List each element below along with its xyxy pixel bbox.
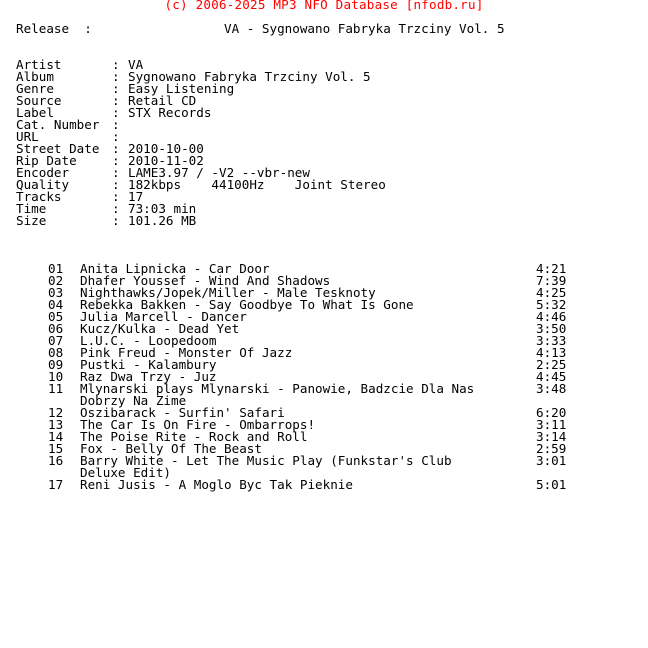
meta-colon: : bbox=[112, 201, 120, 216]
track-duration: 4:25 bbox=[536, 285, 567, 300]
track-number: 08 bbox=[48, 345, 64, 360]
release-label: Release : bbox=[16, 21, 92, 36]
meta-value: Easy Listening bbox=[128, 81, 235, 96]
track-number: 06 bbox=[48, 321, 64, 336]
track-title: Barry White - Let The Music Play (Funkstar's Club bbox=[80, 453, 452, 468]
track-number: 01 bbox=[48, 261, 64, 276]
track-number: 13 bbox=[48, 417, 64, 432]
meta-key: Label bbox=[16, 105, 54, 120]
meta-key: Source bbox=[16, 93, 62, 108]
meta-colon: : bbox=[112, 117, 120, 132]
track-number: 04 bbox=[48, 297, 64, 312]
meta-colon: : bbox=[112, 105, 120, 120]
meta-key: Encoder bbox=[16, 165, 70, 180]
track-duration: 5:01 bbox=[536, 477, 567, 492]
track-title: Dhafer Youssef - Wind And Shadows bbox=[80, 273, 331, 288]
meta-colon: : bbox=[112, 69, 120, 84]
meta-colon: : bbox=[112, 177, 120, 192]
track-duration: 4:45 bbox=[536, 369, 567, 384]
meta-value: Retail CD bbox=[128, 93, 197, 108]
meta-colon: : bbox=[112, 189, 120, 204]
meta-value: 73:03 min bbox=[128, 201, 197, 216]
track-duration: 3:11 bbox=[536, 417, 567, 432]
track-duration: 4:21 bbox=[536, 261, 567, 276]
track-title: Pustki - Kalambury bbox=[80, 357, 217, 372]
track-title: Raz Dwa Trzy - Juz bbox=[80, 369, 217, 384]
track-duration: 4:46 bbox=[536, 309, 567, 324]
meta-colon: : bbox=[112, 129, 120, 144]
meta-colon: : bbox=[112, 93, 120, 108]
track-number: 15 bbox=[48, 441, 64, 456]
release-value: VA - Sygnowano Fabryka Trzciny Vol. 5 bbox=[224, 21, 505, 36]
meta-value: VA bbox=[128, 57, 144, 72]
meta-key: Tracks bbox=[16, 189, 62, 204]
track-title: Reni Jusis - A Moglo Byc Tak Pieknie bbox=[80, 477, 353, 492]
track-duration: 5:32 bbox=[536, 297, 567, 312]
track-duration: 4:13 bbox=[536, 345, 567, 360]
meta-colon: : bbox=[112, 57, 120, 72]
meta-key: Genre bbox=[16, 81, 54, 96]
track-number: 10 bbox=[48, 369, 64, 384]
meta-value: Sygnowano Fabryka Trzciny Vol. 5 bbox=[128, 69, 371, 84]
meta-key: Time bbox=[16, 201, 47, 216]
meta-value: 2010-11-02 bbox=[128, 153, 204, 168]
track-title: Oszibarack - Surfin' Safari bbox=[80, 405, 285, 420]
track-title: Anita Lipnicka - Car Door bbox=[80, 261, 270, 276]
track-number: 14 bbox=[48, 429, 64, 444]
track-title-continuation: Dobrzy Na Zime bbox=[80, 393, 187, 408]
track-title: Pink Freud - Monster Of Jazz bbox=[80, 345, 293, 360]
meta-value: 17 bbox=[128, 189, 144, 204]
meta-key: Size bbox=[16, 213, 47, 228]
meta-value: 101.26 MB bbox=[128, 213, 197, 228]
meta-colon: : bbox=[112, 213, 120, 228]
meta-key: Cat. Number bbox=[16, 117, 100, 132]
track-title: Julia Marcell - Dancer bbox=[80, 309, 247, 324]
track-number: 07 bbox=[48, 333, 64, 348]
meta-value: 2010-10-00 bbox=[128, 141, 204, 156]
track-duration: 7:39 bbox=[536, 273, 567, 288]
meta-key: Rip Date bbox=[16, 153, 77, 168]
track-number: 05 bbox=[48, 309, 64, 324]
track-duration: 6:20 bbox=[536, 405, 567, 420]
track-duration: 3:33 bbox=[536, 333, 567, 348]
track-duration: 2:59 bbox=[536, 441, 567, 456]
meta-key: URL bbox=[16, 129, 39, 144]
meta-value: LAME3.97 / -V2 --vbr-new bbox=[128, 165, 310, 180]
track-title-continuation: Deluxe Edit) bbox=[80, 465, 171, 480]
track-title: L.U.C. - Loopedoom bbox=[80, 333, 217, 348]
meta-value: 182kbps 44100Hz Joint Stereo bbox=[128, 177, 386, 192]
track-number: 03 bbox=[48, 285, 64, 300]
meta-key: Street Date bbox=[16, 141, 100, 156]
track-duration: 3:48 bbox=[536, 381, 567, 396]
site-banner: (c) 2006-2025 MP3 NFO Database [nfodb.ru] bbox=[164, 0, 484, 12]
meta-key: Album bbox=[16, 69, 54, 84]
track-title: Fox - Belly Of The Beast bbox=[80, 441, 262, 456]
track-number: 16 bbox=[48, 453, 64, 468]
meta-colon: : bbox=[112, 165, 120, 180]
track-title: Mlynarski plays Mlynarski - Panowie, Badzcie Dla Nas bbox=[80, 381, 475, 396]
track-duration: 2:25 bbox=[536, 357, 567, 372]
meta-key: Quality bbox=[16, 177, 70, 192]
track-title: Rebekka Bakken - Say Goodbye To What Is Gone bbox=[80, 297, 414, 312]
meta-colon: : bbox=[112, 81, 120, 96]
track-number: 09 bbox=[48, 357, 64, 372]
meta-value: STX Records bbox=[128, 105, 212, 120]
track-number: 12 bbox=[48, 405, 64, 420]
track-title: The Car Is On Fire - Ombarrops! bbox=[80, 417, 316, 432]
meta-key: Artist bbox=[16, 57, 62, 72]
track-duration: 3:01 bbox=[536, 453, 567, 468]
track-number: 17 bbox=[48, 477, 64, 492]
track-title: Nighthawks/Jopek/Miller - Male Tesknoty bbox=[80, 285, 376, 300]
track-title: Kucz/Kulka - Dead Yet bbox=[80, 321, 240, 336]
track-number: 11 bbox=[48, 381, 64, 396]
track-number: 02 bbox=[48, 273, 64, 288]
meta-colon: : bbox=[112, 153, 120, 168]
track-duration: 3:14 bbox=[536, 429, 567, 444]
track-duration: 3:50 bbox=[536, 321, 567, 336]
track-title: The Poise Rite - Rock and Roll bbox=[80, 429, 308, 444]
meta-colon: : bbox=[112, 141, 120, 156]
